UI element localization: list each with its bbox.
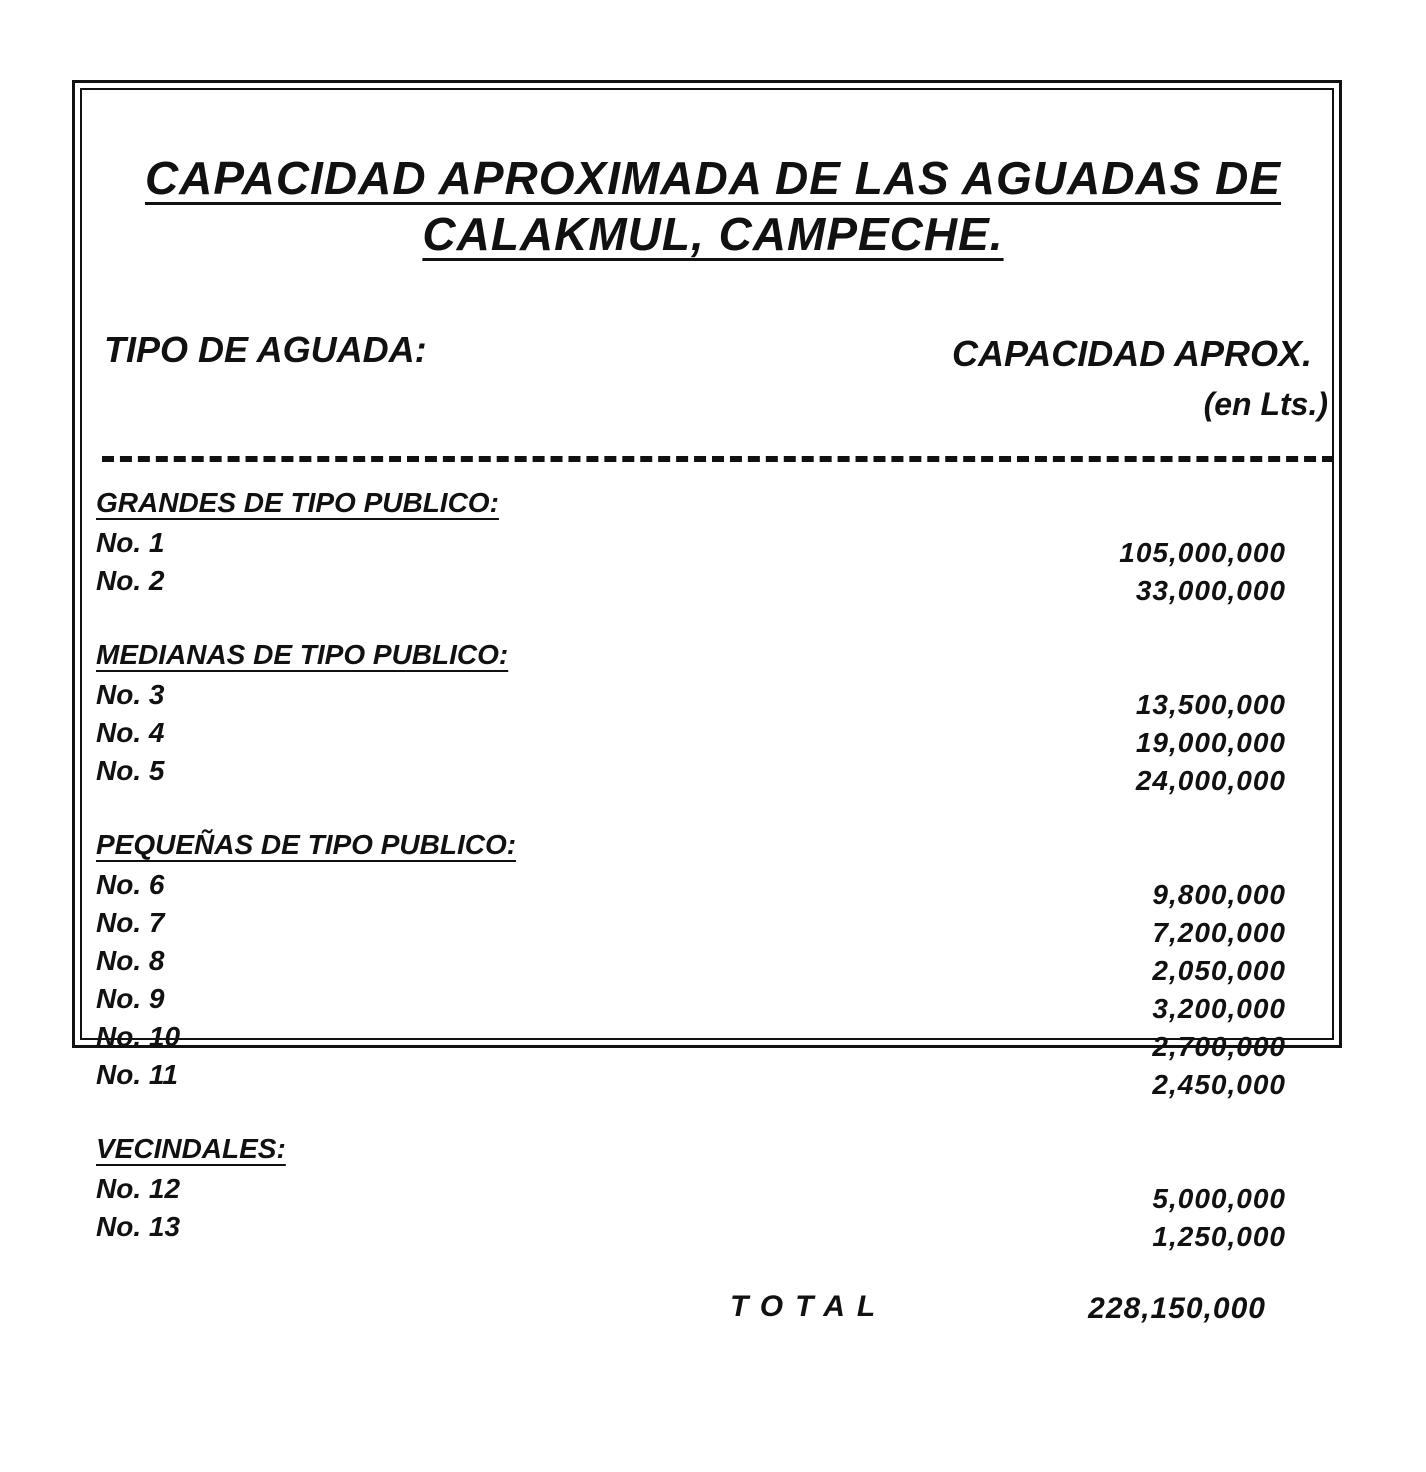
row-value: 2,450,000 <box>1152 1069 1286 1100</box>
table-row <box>96 944 1296 986</box>
row-label: No. 4 <box>96 717 165 748</box>
capacity-column-header: CAPACIDAD APROX. <box>951 333 1312 374</box>
row-value: 7,200,000 <box>1152 917 1286 948</box>
row-label: No. 13 <box>96 1211 181 1242</box>
group-heading: PEQUEÑAS DE TIPO PUBLICO: <box>96 829 517 860</box>
row-value: 33,000,000 <box>1135 575 1286 606</box>
row-label: No. 6 <box>96 869 165 900</box>
row-value: 105,000,000 <box>1119 537 1286 568</box>
row-value: 2,700,000 <box>1152 1031 1286 1062</box>
row-value: 5,000,000 <box>1152 1183 1286 1214</box>
table-row <box>96 526 1296 568</box>
title-line-1: CAPACIDAD APROXIMADA DE LAS AGUADAS DE <box>144 152 1282 204</box>
table-row <box>96 716 1296 758</box>
table-row <box>96 982 1296 1024</box>
title-line-2: CALAKMUL, CAMPECHE. <box>422 208 1004 260</box>
row-value: 19,000,000 <box>1135 727 1286 758</box>
row-label: No. 8 <box>96 945 165 976</box>
row-label: No. 10 <box>96 1021 181 1052</box>
row-label: No. 3 <box>96 679 165 710</box>
table-row <box>96 906 1296 948</box>
group-heading: GRANDES DE TIPO PUBLICO: <box>96 487 499 518</box>
row-value: 13,500,000 <box>1135 689 1286 720</box>
total-value: 228,150,000 <box>1088 1292 1266 1325</box>
capacity-unit-label: (en Lts.) <box>1203 386 1328 422</box>
row-label: No. 9 <box>96 983 165 1014</box>
row-label: No. 1 <box>96 527 165 558</box>
table-row <box>96 1058 1296 1100</box>
row-label: No. 5 <box>96 755 165 786</box>
row-value: 9,800,000 <box>1152 879 1286 910</box>
table-row <box>96 564 1296 606</box>
type-column-header: TIPO DE AGUADA: <box>104 329 427 370</box>
total-label: TOTAL <box>730 1290 888 1323</box>
row-value: 3,200,000 <box>1152 993 1286 1024</box>
table-row <box>96 1210 1296 1252</box>
capacity-table <box>96 486 1296 1252</box>
table-row <box>96 1020 1296 1062</box>
row-label: No. 12 <box>96 1173 181 1204</box>
row-label: No. 2 <box>96 565 165 596</box>
row-label: No. 11 <box>96 1059 178 1090</box>
table-row <box>96 678 1296 720</box>
row-label: No. 7 <box>96 907 165 938</box>
dashed-separator <box>102 456 1334 462</box>
table-row <box>96 868 1296 910</box>
row-value: 24,000,000 <box>1135 765 1286 796</box>
group-heading: MEDIANAS DE TIPO PUBLICO: <box>96 639 509 670</box>
table-row <box>96 1172 1296 1214</box>
group-heading: VECINDALES: <box>96 1133 286 1164</box>
row-value: 1,250,000 <box>1152 1221 1286 1252</box>
row-value: 2,050,000 <box>1152 955 1286 986</box>
table-row <box>96 754 1296 796</box>
